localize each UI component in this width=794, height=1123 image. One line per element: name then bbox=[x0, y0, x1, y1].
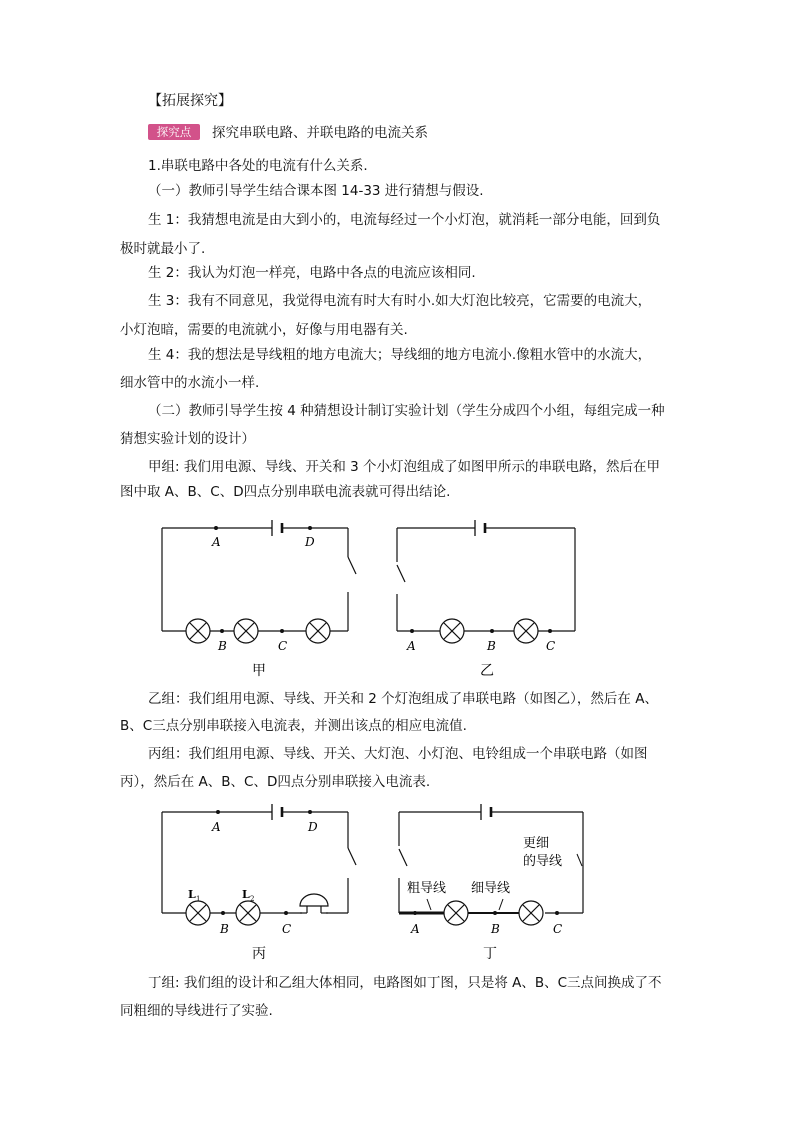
bell-icon bbox=[300, 894, 328, 913]
point-c-label: C bbox=[546, 639, 556, 653]
figure-caption: 丙 bbox=[252, 946, 266, 962]
lamp-icon bbox=[186, 619, 210, 643]
step-2-line2: 猜想实验计划的设计） bbox=[120, 431, 255, 447]
point-b-label: B bbox=[487, 639, 496, 653]
point-a-label: A bbox=[212, 820, 221, 834]
point-c-label: C bbox=[282, 922, 292, 936]
student1-line2: 极时就最小了. bbox=[120, 241, 206, 257]
lamp-icon bbox=[234, 619, 258, 643]
point-b-label: B bbox=[218, 639, 227, 653]
point-b-label: B bbox=[491, 922, 500, 936]
circuit-yi bbox=[385, 512, 595, 682]
lamp-icon bbox=[306, 619, 330, 643]
point-b-label: B bbox=[220, 922, 229, 936]
student2: 生 2：我认为灯泡一样亮，电路中各点的电流应该相同. bbox=[148, 265, 476, 281]
lamp2-label: L bbox=[242, 888, 250, 901]
student3-line2: 小灯泡暗，需要的电流就小，好像与用电器有关. bbox=[120, 322, 408, 338]
inquiry-title: 探究串联电路、并联电路的电流关系 bbox=[212, 125, 428, 141]
step-1: （一）教师引导学生结合课本图 14-33 进行猜想与假设. bbox=[148, 183, 484, 199]
lamp1-subscript: 1 bbox=[196, 895, 201, 903]
point-c-label: C bbox=[553, 922, 563, 936]
figure-caption: 丁 bbox=[483, 946, 497, 962]
lamp-icon bbox=[236, 901, 260, 925]
group-ding-line1: 丁组: 我们组的设计和乙组大体相同，电路图如丁图，只是将 A、B、C三点间换成了不 bbox=[148, 975, 662, 991]
figure-caption: 甲 bbox=[252, 663, 266, 679]
step-2-line1: （二）教师引导学生按 4 种猜想设计制订实验计划（学生分成四个小组，每组完成一种 bbox=[148, 403, 665, 419]
group-yi-line2: B、C三点分别串联接入电流表，并测出该点的相应电流值. bbox=[120, 718, 467, 734]
point-a-label: A bbox=[212, 535, 221, 549]
student4-line2: 细水管中的水流小一样. bbox=[120, 375, 260, 391]
lamp-icon bbox=[440, 619, 464, 643]
thinner-wire-label-2: 的导线 bbox=[523, 854, 563, 869]
point-a-label: A bbox=[411, 922, 420, 936]
lamp2-subscript: 2 bbox=[250, 895, 255, 903]
student4-line1: 生 4：我的想法是导线粗的地方电流大；导线细的地方电流小.像粗水管中的水流大， bbox=[148, 347, 652, 363]
thin-wire-label: 细导线 bbox=[471, 881, 511, 896]
lamp-icon bbox=[186, 901, 210, 925]
inquiry-badge: 探究点 bbox=[148, 124, 200, 140]
group-bing-line1: 丙组：我们组用电源、导线、开关、大灯泡、小灯泡、电铃组成一个串联电路（如图 bbox=[148, 746, 648, 762]
lamp-icon bbox=[444, 901, 468, 925]
circuit-jia bbox=[150, 512, 370, 682]
lamp-icon bbox=[519, 901, 543, 925]
point-d-label: D bbox=[305, 535, 315, 549]
thinner-wire-label-1: 更细 bbox=[523, 836, 550, 851]
group-ding-line2: 同粗细的导线进行了实验. bbox=[120, 1003, 273, 1019]
student1-line1: 生 1：我猜想电流是由大到小的，电流每经过一个小灯泡，就消耗一部分电能，回到负 bbox=[148, 212, 661, 228]
point-a-label: A bbox=[407, 639, 416, 653]
point-c-label: C bbox=[278, 639, 288, 653]
thick-wire-label: 粗导线 bbox=[407, 881, 447, 896]
student3-line1: 生 3：我有不同意见，我觉得电流有时大有时小.如大灯泡比较亮，它需要的电流大， bbox=[148, 293, 652, 309]
lamp-icon bbox=[514, 619, 538, 643]
group-jia-line2: 图中取 A、B、C、D四点分别串联电流表就可得出结论. bbox=[120, 484, 451, 500]
group-jia-line1: 甲组: 我们用电源、导线、开关和 3 个小灯泡组成了如图甲所示的串联电路，然后在甲 bbox=[148, 459, 661, 475]
circuit-ding bbox=[385, 796, 595, 966]
section-heading: 【拓展探究】 bbox=[148, 93, 232, 109]
group-yi-line1: 乙组：我们组用电源、导线、开关和 2 个灯泡组成了串联电路（如图乙），然后在 A、 bbox=[148, 691, 658, 707]
lamp1-label: L bbox=[188, 888, 196, 901]
circuit-bing bbox=[150, 798, 370, 968]
point-d-label: D bbox=[308, 820, 318, 834]
figure-caption: 乙 bbox=[480, 663, 494, 679]
group-bing-line2: 丙），然后在 A、B、C、D四点分别串联接入电流表. bbox=[120, 774, 431, 790]
question-1: 1.串联电路中各处的电流有什么关系. bbox=[148, 158, 368, 174]
